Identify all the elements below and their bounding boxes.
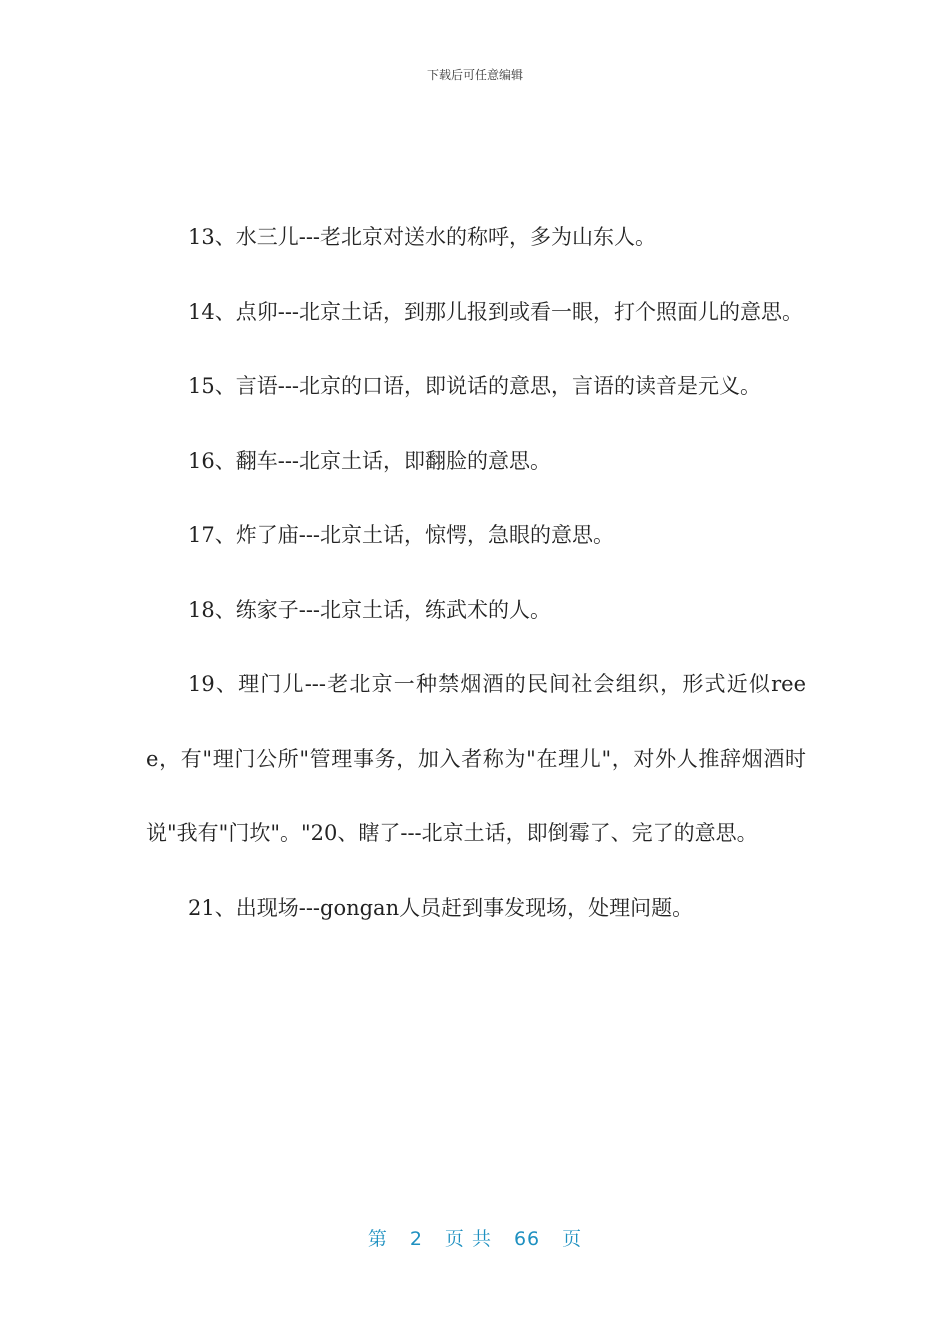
footer-middle: 页 共 [444, 1228, 492, 1250]
paragraph-21: 21、出现场---gongan人员赶到事发现场，处理问题。 [188, 895, 694, 920]
footer-suffix: 页 [562, 1228, 583, 1250]
document-body [146, 200, 806, 945]
footer-prefix: 第 [367, 1228, 388, 1250]
paragraph-16: 16、翻车---北京土话，即翻脸的意思。 [188, 448, 552, 473]
paragraph-18: 18、练家子---北京土话，练武术的人。 [188, 597, 552, 622]
footer-total-pages: 66 [513, 1228, 541, 1250]
paragraph-13: 13、水三儿---老北京对送水的称呼，多为山东人。 [188, 225, 657, 249]
header-note: 下载后可任意编辑 [426, 68, 523, 82]
paragraph-15: 15、言语---北京的口语，即说话的意思，言语的读音是元义。 [188, 374, 762, 398]
page-number-footer [0, 1224, 950, 1251]
paragraph-19: 19、理门儿---老北京一种禁烟酒的民间社会组织，形式近似reee，有"理门公所"管理事务，加入者称为"在理儿"，对外人推辞烟酒时说"我有"门坎"。"20、瞎了---北京土话，即倒霉了、完了的意思。 [146, 672, 806, 845]
paragraph-17: 17、炸了庙---北京土话，惊愕，急眼的意思。 [188, 523, 615, 547]
paragraph-14: 14、点卯---北京土话，到那儿报到或看一眼，打个照面儿的意思。 [188, 299, 804, 324]
footer-current-page: 2 [409, 1228, 423, 1250]
